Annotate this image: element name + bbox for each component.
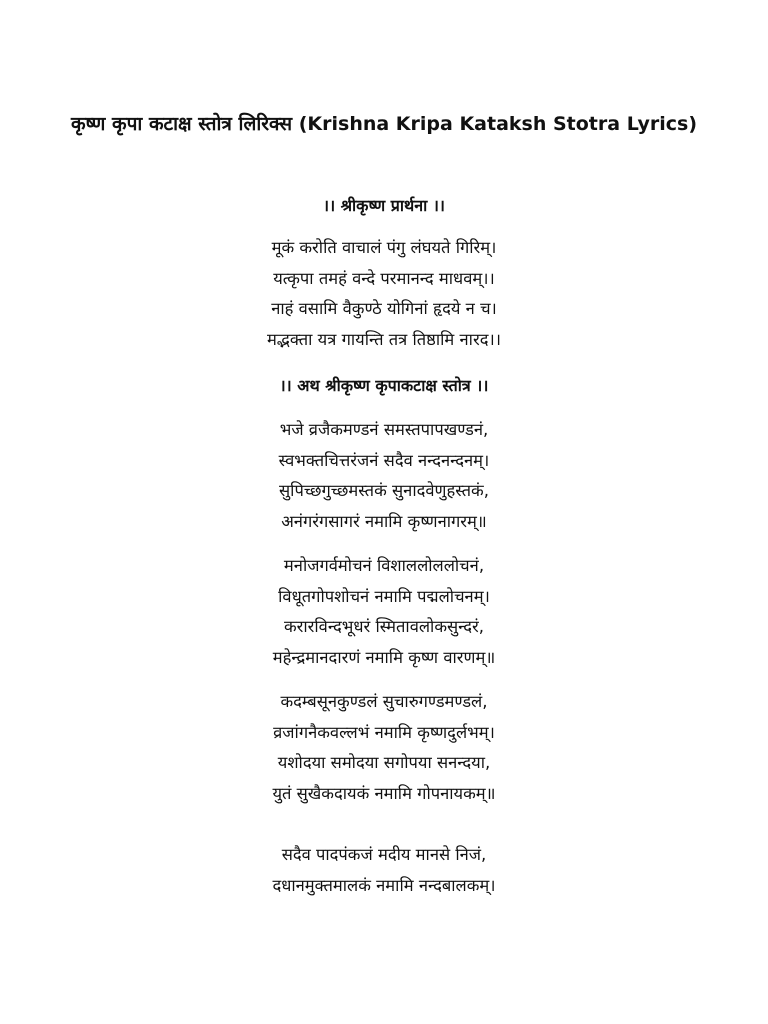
stotra-heading: ।। अथ श्रीकृष्ण कृपाकटाक्ष स्तोत्र ।।	[279, 376, 489, 395]
verse-line: विधूतगोपशोचनं नमामि पद्मलोचनम्।	[278, 586, 490, 606]
stanza-2	[0, 551, 768, 673]
verse-line: युतं सुखैकदायकं नमामि गोपनायकम्॥	[272, 783, 496, 803]
prayer-stanza	[0, 233, 768, 355]
verse-line: यशोदया समोदया सगोपया सनन्दया,	[277, 753, 491, 772]
prayer-line: नाहं वसामि वैकुण्ठे योगिनां हृदये न च।	[271, 299, 497, 318]
stanza-4	[0, 840, 768, 901]
page-title: कृष्ण कृपा कटाक्ष स्तोत्र लिरिक्स (Krishna Kripa Kataksh Stotra Lyrics)	[70, 113, 698, 135]
prayer-line: यत्कृपा तमहं वन्दे परमानन्द माधवम्।।	[273, 268, 495, 288]
prayer-heading: ।। श्रीकृष्ण प्रार्थना ।।	[323, 196, 445, 215]
verse-line: मनोजगर्वमोचनं विशाललोललोचनं,	[283, 556, 485, 575]
prayer-line: मूकं करोति वाचालं पंगु लंघयते गिरिम्।	[271, 238, 497, 257]
verse-line: महेन्द्रमानदारणं नमामि कृष्ण वारणम्॥	[272, 647, 496, 667]
stanza-1	[0, 415, 768, 537]
verse-line: स्वभक्तचित्तरंजनं सदैव नन्दनन्दनम्।	[278, 450, 490, 470]
verse-line: अनंगरंगसागरं नमामि कृष्णनागरम्॥	[281, 511, 487, 531]
verse-line: करारविन्दभूधरं स्मितावलोकसुन्दरं,	[283, 617, 485, 636]
stanza-3	[0, 687, 768, 809]
verse-line: सुपिच्छगुच्छमस्तकं सुनादवेणुहस्तकं,	[279, 481, 489, 500]
verse-line: भजे व्रजैकमण्डनं समस्तपापखण्डनं,	[279, 420, 489, 439]
verse-line: सदैव पादपंकजं मदीय मानसे निजं,	[281, 845, 487, 864]
verse-line: व्रजांगनैकवल्लभं नमामि कृष्णदुर्लभम्।	[273, 722, 495, 742]
verse-line: दधानमुक्तमालकं नमामि नन्दबालकम्।	[272, 875, 496, 895]
verse-line: कदम्बसूनकुण्डलं सुचारुगण्डमण्डलं,	[280, 692, 488, 711]
prayer-line: मद्भक्ता यत्र गायन्ति तत्र तिष्ठामि नारद।।	[267, 329, 501, 349]
